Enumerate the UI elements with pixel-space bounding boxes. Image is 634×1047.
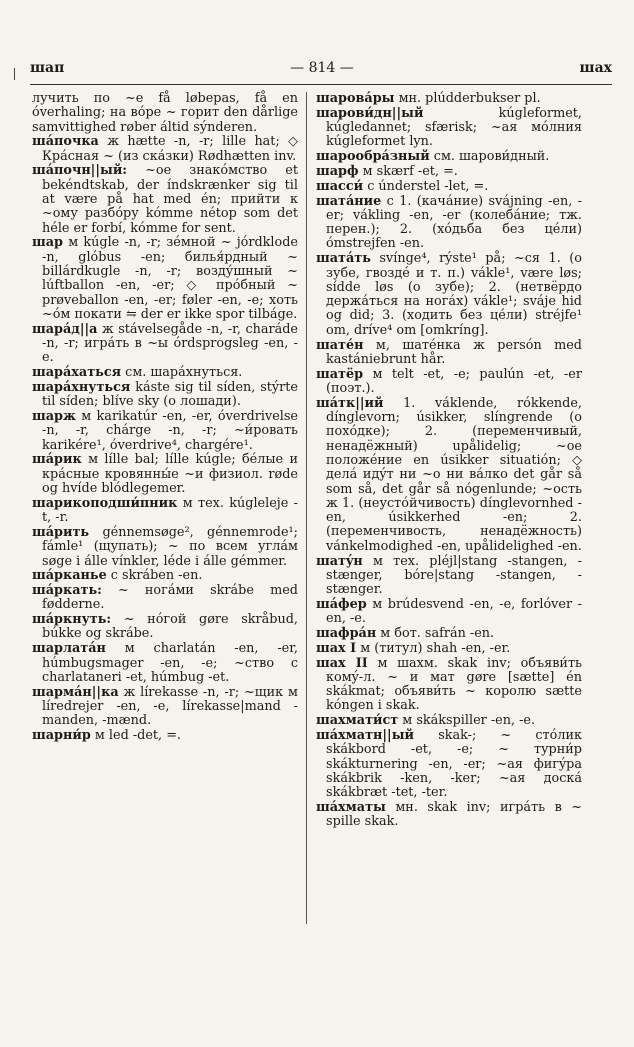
entry-definition: м бот. safrán -en. bbox=[376, 625, 495, 641]
entry-headword: шатéн bbox=[316, 337, 364, 353]
entry-definition: génnemsøge², génnemrode¹; fámle¹ (щупать); ~ по всем углáм søge i álle vínkler, léde i álle gémmer. bbox=[42, 524, 298, 569]
entry-headword: шáпочка bbox=[32, 134, 99, 150]
dictionary-entry bbox=[316, 627, 582, 641]
dictionary-entry bbox=[32, 236, 298, 322]
entry-definition: м тех. kúgleleje -t, -r. bbox=[42, 495, 298, 526]
header-left-guideword: шап bbox=[30, 60, 65, 76]
entry-definition: м karikatúr -en, -er, óverdrivelse -n, -r, chárge -n, -r; ~и́ровать karikére¹, óverdrive⁴, chargére¹. bbox=[42, 409, 298, 453]
dictionary-entry bbox=[316, 555, 582, 598]
dictionary-entry bbox=[316, 729, 582, 800]
dictionary-entry bbox=[32, 381, 298, 410]
entry-headword: шáрик bbox=[32, 452, 82, 468]
entry-definition: м kúgle -n, -r; зéмной ~ jórdklode -n, glóbus -en; билья́рдный ~ billárdkugle -n, -r; возду́шный ~ lúftballon -en, -er; ◇ прóбный ~ prøveballon -en, -er; føler -en, -e; хоть ~óм покати ⇋ der er ikke spor tilbáge. bbox=[42, 235, 298, 322]
entry-headword: шарообрáзный bbox=[316, 149, 430, 165]
entry-headword: шарф bbox=[316, 163, 359, 179]
dictionary-entry bbox=[32, 569, 298, 583]
dictionary-entry bbox=[32, 526, 298, 569]
entry-headword: шáркнуть: bbox=[32, 612, 112, 628]
entry-headword: шáркать: bbox=[32, 583, 102, 599]
entry-headword: шарж bbox=[32, 409, 76, 425]
entry-headword: шарáхаться bbox=[32, 365, 122, 381]
entry-headword: шáпочн||ый: bbox=[32, 163, 128, 179]
entry-headword: шарикоподши́пник bbox=[32, 495, 178, 511]
dictionary-entry bbox=[32, 729, 298, 743]
dictionary-entry bbox=[32, 164, 298, 235]
entry-headword: шáхматы bbox=[316, 800, 386, 816]
entry-headword: шаровáры bbox=[316, 91, 395, 106]
entry-headword: шасси́ bbox=[316, 178, 364, 194]
entry-headword: шáрить bbox=[32, 524, 90, 540]
column-divider bbox=[306, 92, 307, 924]
dictionary-entry bbox=[316, 107, 582, 150]
entry-definition: svínge⁴, rýste¹ på; ~ся 1. (о зубе, гвоздé и т. п.) vákle¹, være løs; sídde løs (о зубе); 2. (нетвёрдо держáться на ногáх) vákle¹; sváje hid og did; 3. (ходить без цéли) stréjfe¹ om, dríve⁴ om [omkríng]. bbox=[326, 251, 582, 338]
entry-definition: мн. plúdderbukser pl. bbox=[394, 91, 541, 106]
right-column bbox=[316, 92, 582, 830]
dictionary-entry bbox=[316, 714, 582, 728]
dictionary-entry bbox=[316, 598, 582, 627]
entry-headword: шáтк||ий bbox=[316, 395, 384, 411]
dictionary-entry bbox=[32, 686, 298, 729]
entry-headword: шах II bbox=[316, 655, 368, 671]
entry-definition: см. шарáхнуться. bbox=[121, 365, 243, 381]
entry-headword: шарлатáн bbox=[32, 641, 106, 657]
dictionary-entry bbox=[316, 801, 582, 830]
dictionary-entry bbox=[316, 657, 582, 714]
dictionary-entry bbox=[32, 135, 298, 164]
dictionary-entry bbox=[32, 584, 298, 613]
entry-headword: шах I bbox=[316, 640, 357, 656]
entry-definition: 1. váklende, rókkende, dínglevorn; úsikker, slíngrende (о похóдке); 2. (переменчивый, ненадёжный) upålidelig; ~ое положéние en úsikker situatión; ◇ делá идýт ни ~о ни вáлко det går så som så, det går så nógenlunde; ~ость ж 1. (неустóйчивость) dínglevornhed -en, úsikkerhed -en; 2. (переменчивость, ненадёжность) vánkelmodighed -en, upålidelighed -en. bbox=[326, 395, 582, 554]
entry-definition: м шахм. skak inv; объяви́ть комý-л. ~ и мат gøre [sætte] én skákmat; объяви́ть ~ королю sætte kóngen i skak. bbox=[326, 655, 582, 714]
entry-definition: м charlatán -en, -er, húmbugsmager -en, -e; ~ство с charlataneri -et, húmbug -et. bbox=[42, 641, 298, 685]
dictionary-entry bbox=[316, 195, 582, 252]
entry-definition: с skráben -en. bbox=[106, 568, 203, 584]
entry-definition: kúgleformet, kúgledannet; sfærisk; ~ая мóлния kúgleformet lyn. bbox=[326, 105, 582, 150]
dictionary-entry bbox=[316, 252, 582, 338]
entry-definition: ~ ногáми skrábe med fødderne. bbox=[42, 583, 298, 613]
entry-headword: шар bbox=[32, 235, 63, 251]
entry-definition: м, шатéнка ж persón med kastániebrunt hår. bbox=[326, 337, 582, 367]
entry-headword: шатýн bbox=[316, 553, 363, 569]
entry-headword: шáрканье bbox=[32, 568, 107, 584]
dictionary-entry bbox=[32, 453, 298, 496]
entry-definition: с 1. (качáние) svájning -en, -er; vákling -en, -er (колебáние; тж. перен.); 2. (хóдьба без цéли) ómstrejfen -en. bbox=[326, 193, 582, 252]
left-column bbox=[32, 92, 298, 744]
entry-definition: с únderstel -let, =. bbox=[363, 178, 489, 194]
dictionary-entry bbox=[32, 92, 298, 135]
dictionary-entry bbox=[32, 366, 298, 380]
entry-headword: шарáхнуться bbox=[32, 379, 131, 395]
entry-headword: шахмати́ст bbox=[316, 713, 399, 729]
entry-definition: м (титул) shah -en, -er. bbox=[356, 640, 511, 656]
entry-headword: шатáть bbox=[316, 251, 371, 267]
header-right-guideword: шах bbox=[579, 60, 612, 76]
entry-definition: мн. skak inv; игрáть в ~ spille skak. bbox=[326, 800, 582, 830]
dictionary-entry bbox=[316, 165, 582, 179]
entry-headword: шатáние bbox=[316, 193, 382, 209]
entry-definition: м telt -et, -e; paulún -et, -er (поэт.). bbox=[326, 366, 582, 396]
dictionary-entry bbox=[316, 642, 582, 656]
dictionary-entry bbox=[316, 92, 582, 106]
entry-definition: м lílle bal; lílle kúgle; бéлые и крáсные кровянны́е ~и физиол. røde og hvíde blódlegemer. bbox=[42, 452, 298, 497]
entry-definition: м skærf -et, =. bbox=[358, 163, 458, 179]
dictionary-entry bbox=[316, 397, 582, 554]
dictionary-entry bbox=[316, 180, 582, 194]
dictionary-entry bbox=[32, 613, 298, 642]
entry-headword: шарови́дн||ый bbox=[316, 105, 424, 121]
entry-definition: ж hætte -n, -r; lille hat; ◇ Крáсная ~ (из скáзки) Rødhætten inv. bbox=[42, 134, 298, 164]
dictionary-entry bbox=[316, 150, 582, 164]
entry-definition: м led -det, =. bbox=[90, 728, 181, 744]
entry-headword: шафрáн bbox=[316, 625, 377, 641]
entry-definition: ~ нóгой gøre skråbud, búkke og skrábe. bbox=[42, 612, 298, 642]
entry-headword: шатёр bbox=[316, 366, 364, 382]
dictionary-entry bbox=[316, 339, 582, 368]
entry-definition: м тех. pléjl|stang -stangen, -stænger, bóre|stang -stangen, -stænger. bbox=[326, 553, 582, 598]
dictionary-entry bbox=[32, 642, 298, 685]
page-header bbox=[30, 60, 612, 85]
entry-headword: шáфер bbox=[316, 596, 367, 612]
margin-mark bbox=[14, 68, 15, 80]
dictionary-entry bbox=[316, 368, 582, 397]
dictionary-entry bbox=[32, 323, 298, 366]
page-number: — 814 — bbox=[290, 60, 354, 76]
entry-definition: см. шарови́дный. bbox=[429, 149, 550, 165]
entry-headword: шарни́р bbox=[32, 728, 91, 744]
entry-definition: лучить по ~е få løbepas, få en óverhaling; на вóре ~ горит den dårlige samvittighed røber áltid sýnderen. bbox=[32, 91, 298, 135]
entry-headword: шарáд||а bbox=[32, 321, 98, 337]
entry-definition: ж lírekasse -n, -r; ~щик м líredrejer -en, -e, lírekasse|mand -manden, -mænd. bbox=[42, 684, 298, 729]
dictionary-entry bbox=[32, 410, 298, 453]
dictionary-entry bbox=[32, 497, 298, 526]
entry-definition: skak-; ~ стóлик skákbord -et, -e; ~ турни́р skákturnering -en, -er; ~ая фигýра skákbrik -ken, -ker; ~ая доскá skákbræt -tet, -ter. bbox=[326, 728, 582, 801]
entry-headword: шáхматн||ый bbox=[316, 728, 415, 744]
entry-definition: káste sig til síden, stýrte til síden; blíve sky (о лошади). bbox=[42, 379, 298, 410]
entry-definition: ж stávelsegåde -n, -r, charáde -n, -r; игрáть в ~ы órdsprogsleg -en, -e. bbox=[42, 321, 298, 366]
entry-definition: м skákspiller -en, -e. bbox=[398, 713, 536, 729]
entry-headword: шармáн||ка bbox=[32, 684, 119, 700]
entry-definition: м brúdesvend -en, -e, forlóver -en, -e. bbox=[326, 596, 582, 627]
entry-definition: ~ое знакóмство et bekéndtskab, der índskrænker sig til at være på hat med én; прийти к ~ому разбóру kómme nétop som det héle er forbí, kómme for sent. bbox=[42, 163, 298, 236]
